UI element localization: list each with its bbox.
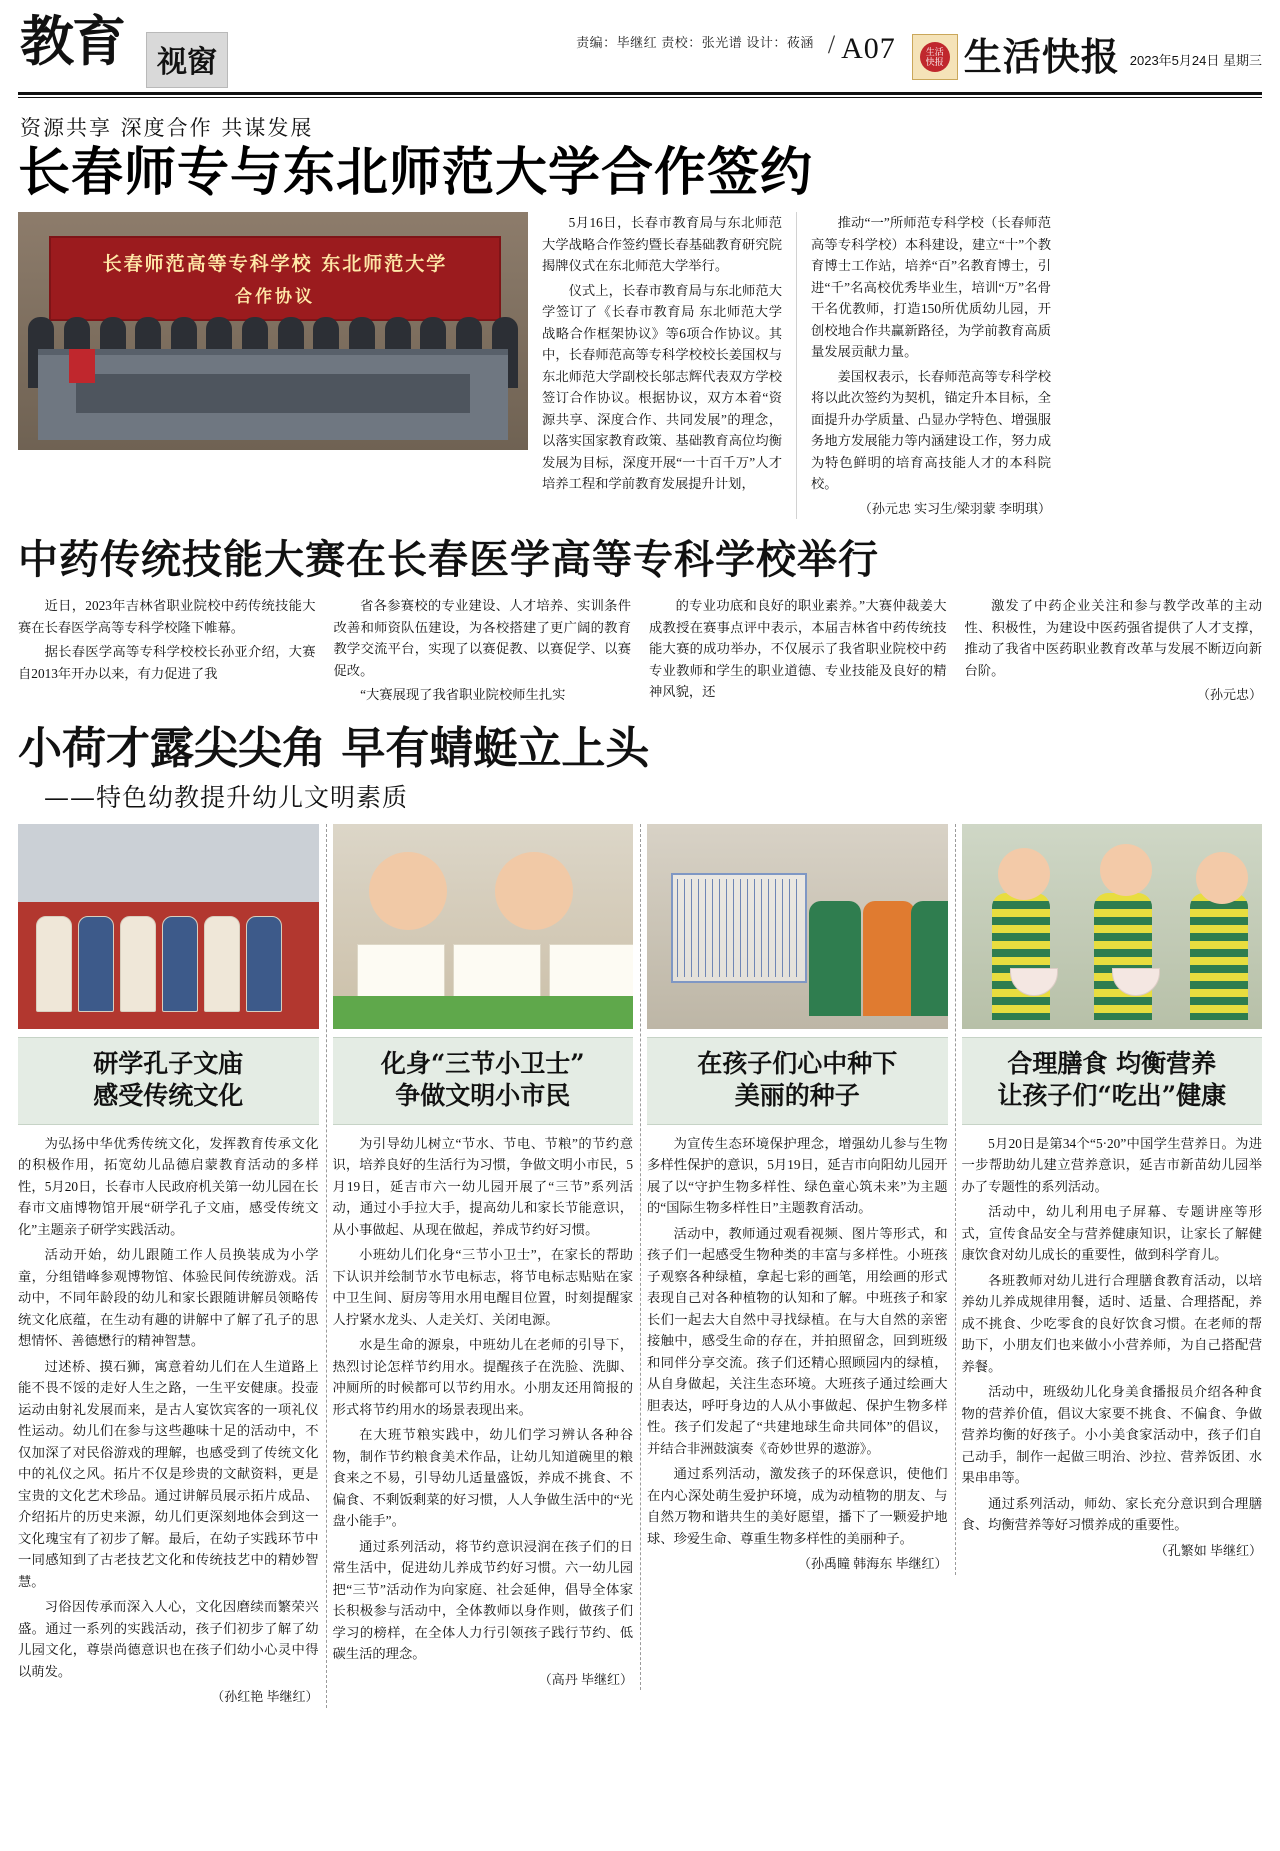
paragraph: 省各参赛校的专业建设、人才培养、实训条件改善和师资队伍建设，为各校搭建了更广阔的教育教学交流平台，实现了以赛促教、以赛促学、以赛促改。	[333, 598, 631, 678]
paragraph: 水是生命的源泉，中班幼儿在老师的引导下，热烈讨论怎样节约用水。提醒孩子在洗脸、洗脚、冲厕所的时候都可以节约用水。小朋友还用简报的形式将节约用水的场景表现出来。	[332, 1337, 633, 1417]
story3-card-4	[962, 824, 1263, 1562]
story2-signature: （孙元忠）	[1196, 687, 1262, 702]
paragraph: 的专业功底和良好的职业素养。”大赛仲裁姜大成教授在赛事点评中表示，本届吉林省中药传统技能大赛的成功举办，不仅展示了我省职业院校中药专业教师和学生的职业道德、专业技能及良好的精神风貌，还	[649, 598, 947, 699]
section-logo-sub: 视窗	[146, 32, 228, 88]
story1-column-2	[811, 212, 1051, 519]
photo-banner-line1: 长春师范高等专科学校 东北师范大学	[102, 253, 448, 276]
story2-headline: 中药传统技能大赛在长春医学高等专科学校举行	[18, 536, 879, 583]
editor-credits: 责编：毕继红 责校：张光谱 设计：莜涵	[576, 35, 814, 50]
brand-logo-icon	[912, 34, 958, 80]
card-body	[962, 1133, 1263, 1562]
paragraph: 通过系列活动，师幼、家长充分意识到合理膳食、均衡营养等好习惯养成的重要性。	[961, 1495, 1262, 1532]
signing-ceremony-photo	[18, 212, 528, 450]
paragraph: 5月16日，长春市教育局与东北师范大学战略合作签约暨长春基础教育研究院揭牌仪式在东北师范大学举行。	[542, 215, 782, 273]
card-signature: （孔繁如 毕继红）	[1154, 1542, 1262, 1558]
page-number: A07	[841, 32, 896, 65]
paragraph: 仪式上，长春市教育局与东北师范大学签订了《长春市教育局 东北师范大学战略合作框架协议》等6项合作协议。其中，长春师范高等专科学校校长姜国权与东北师范大学副校长邬志辉代表双方学校签订合作协议。根据协议，双方本着“资源共享、深度合作、共同发展”的理念，以落实国家教育政策、基础教育高位均衡发展为目标，深度开展“一十百千万”人才培养工程和学前教育发展提升计划，	[542, 282, 782, 491]
confucius-temple-study-photo	[18, 824, 319, 1029]
masthead-rule-thin	[18, 97, 1262, 98]
paragraph: 活动中，班级幼儿化身美食播报员介绍各种食物的营养价值，倡议大家要不挑食、不偏食、争做营养均衡的好孩子。小小美食家活动中，孩子们自己动手，制作一起做三明治、沙拉、营养饭团、水果串串等。	[961, 1384, 1262, 1485]
photo-banner-line2: 合作协议	[234, 287, 315, 308]
section-logo	[18, 10, 268, 80]
card-title-line2: 争做文明小市民	[395, 1080, 571, 1110]
story3-card-1	[18, 824, 319, 1708]
card-signature: （高丹 毕继红）	[538, 1671, 633, 1687]
card-title	[962, 1037, 1263, 1125]
masthead-right	[268, 10, 1262, 80]
section-logo-main: 教育	[20, 9, 124, 73]
brand-disc-icon: 生活 快报	[920, 42, 950, 72]
paragraph: 小班幼儿们化身“三节小卫士”，在家长的帮助下认识并绘制节水节电标志，将节电标志贴贴在家中卫生间、厨房等用水用电醒目位置，时刻提醒家人拧紧水龙头、人走关灯、关闭电源。	[332, 1247, 633, 1327]
little-guardian-activity-photo	[333, 824, 634, 1029]
masthead-rule-thick	[18, 92, 1262, 95]
story2-column-4	[965, 595, 1263, 706]
card-title-line1: 化身“三节小卫士”	[380, 1048, 585, 1078]
story1-kicker: 资源共享 深度合作 共谋发展	[20, 116, 314, 140]
story1-layout	[18, 212, 1262, 519]
paragraph: 习俗因传承而深入人心，文化因磨续而繁荣兴盛。通过一系列的实践活动，孩子们初步了解了幼儿园文化，尊崇尚德意识也在孩子们幼小心灵中得以萌发。	[18, 1599, 319, 1679]
paragraph: 活动中，幼儿利用电子屏幕、专题讲座等形式，宣传食品安全与营养健康知识，让家长了解健康饮食对幼儿成长的重要性，做到科学育儿。	[961, 1204, 1262, 1262]
slash-divider: /	[827, 30, 836, 59]
masthead	[0, 0, 1280, 92]
card-title-line1: 研学孔子文庙	[93, 1048, 244, 1078]
story2-column-2	[334, 595, 632, 706]
card-body	[333, 1133, 634, 1691]
card-divider	[326, 824, 327, 1708]
card-divider	[640, 824, 641, 1691]
card-title-line1: 在孩子们心中种下	[697, 1048, 898, 1078]
story2-columns	[18, 595, 1262, 706]
paragraph: 为引导幼儿树立“节水、节电、节粮”的节约意识，培养良好的生活行为习惯，争做文明小市民，5月19日，延吉市六一幼儿园开展了“三节”系列活动，通过小手拉大手，提高幼儿和家长节能意识，从小事做起、从现在做起，养成节约好习惯。	[332, 1135, 633, 1237]
paragraph: 为宣传生态环境保护理念，增强幼儿参与生物多样性保护的意识，5月19日，延吉市向阳幼儿园开展了以“守护生物多样性、绿色童心筑未来”为主题的“国际生物多样性日”主题教育活动。	[647, 1135, 948, 1215]
biodiversity-day-activity-photo	[647, 824, 948, 1029]
photo-table	[38, 349, 507, 441]
paragraph: 在大班节粮实践中，幼儿们学习辨认各种谷物，制作节约粮食美术作品，让幼儿知道碗里的粮食来之不易，引导幼儿适量盛饭，养成不挑食、不偏食、不剩饭剩菜的好习惯，人人争做生活中的“光盘小能手”。	[332, 1427, 633, 1528]
card-body	[18, 1133, 319, 1708]
paragraph: 姜国权表示，长春师范高等专科学校将以此次签约为契机，锚定升本目标，全面提升办学质量、凸显办学特色、增强服务地方发展能力等内涵建设工作，努力成为特色鲜明的培育高技能人才的本科院校。	[811, 368, 1051, 491]
card-title-line2: 让孩子们“吃出”健康	[997, 1080, 1227, 1110]
paragraph: 通过系列活动，将节约意识浸润在孩子们的日常生活中，促进幼儿养成节约好习惯。六一幼儿园把“三节”活动作为向家庭、社会延伸，倡导全体家长积极参与活动中，全体教师以身作则，做孩子们学习的榜样，在全体人力行引领孩子践行节约、低碳生活的理念。	[332, 1538, 633, 1661]
page-body	[0, 112, 1280, 1708]
column-divider	[796, 212, 797, 519]
story1-signature: （孙元忠 实习生/梁羽蒙 李明琪）	[858, 500, 1051, 516]
newspaper-brand	[912, 32, 1120, 80]
paragraph: 5月20日是第34个“5·20”中国学生营养日。为进一步帮助幼儿建立营养意识，延吉市新苗幼儿园举办了专题性的系列活动。	[961, 1135, 1262, 1194]
paragraph: 激发了中药企业关注和参与教学改革的主动性、积极性，为建设中医药强省提供了人才支撑，推动了我省中医药职业教育改革与发展不断迈向新台阶。	[964, 598, 1262, 678]
story2-column-1	[18, 595, 316, 706]
paragraph: 活动中，教师通过观看视频、图片等形式，和孩子们一起感受生物种类的丰富与多样性。小班孩子观察各种绿植，拿起七彩的画笔，用绘画的形式表现自己对各种植物的认知和了解。中班孩子和家长们一起去大自然中寻找绿植。在与大自然的亲密接触中，感受生命的存在，并拍照留念，回到班级和同伴分享交流。孩子们还精心照顾园内的绿植，从自身做起，关注生态环境。大班孩子通过绘画大胆表达，呼吁身边的人从小事做起、保护生物多样性。孩子们发起了“共建地球生命共同体”的倡议，并结合非洲鼓演奏《奇妙世界的遨游》。	[647, 1225, 948, 1456]
story3-subhead: ——特色幼教提升幼儿文明素质	[44, 782, 409, 812]
story1-headline: 长春师专与东北师范大学合作签约	[18, 142, 814, 203]
story1-columns	[542, 212, 1262, 519]
paragraph: 通过系列活动，激发孩子的环保意识，使他们在内心深处萌生爱护环境，成为动植物的朋友、与自然万物和谐共生的美好愿望，播下了一颗爱护地球、珍爱生命、尊重生物多样性的美丽种子。	[647, 1466, 948, 1546]
card-title-line2: 美丽的种子	[734, 1080, 860, 1110]
card-signature: （孙红艳 毕继红）	[211, 1689, 319, 1704]
balanced-nutrition-activity-photo	[962, 824, 1263, 1029]
brand-name: 生活快报	[963, 34, 1120, 79]
paragraph: 各班教师对幼儿进行合理膳食教育活动，以培养幼儿养成规律用餐，适时、适量、合理搭配，养成不挑食、少吃零食的良好饮食习惯。在老师的帮助下，小朋友们也来做小小营养师，为自己搭配营养餐。	[961, 1272, 1262, 1374]
story1-column-1	[542, 212, 782, 519]
paragraph: 近日，2023年吉林省职业院校中药传统技能大赛在长春医学高等专科学校隆下帷幕。	[18, 598, 316, 635]
card-divider	[955, 824, 956, 1575]
card-title-line2: 感受传统文化	[93, 1080, 244, 1110]
card-title	[18, 1037, 319, 1125]
card-title-line1: 合理膳食 均衡营养	[1007, 1048, 1217, 1078]
story3-cards	[18, 824, 1262, 1708]
paragraph: 活动开始，幼儿跟随工作人员换装成为小学童，分组错峰参观博物馆、体验民间传统游戏。活动中，不同年龄段的幼儿和家长跟随讲解员领略传统文化底蕴，在生动有趣的讲解中了解了孔子的思想情怀、善德懋行的精神智慧。	[18, 1247, 319, 1348]
paragraph: 据长春医学高等专科学校校长孙亚介绍，大赛自2013年开办以来，有力促进了我	[18, 644, 316, 681]
story2-column-3	[649, 595, 947, 706]
card-title	[647, 1037, 948, 1125]
card-title	[333, 1037, 634, 1125]
paragraph: 为弘扬中华优秀传统文化，发挥教育传承文化的积极作用，拓宽幼儿品德启蒙教育活动的多样性，5月20日，长春市人民政府机关第一幼儿园在长春市文庙博物馆开展“研学孔子文庙，感受传统文化”主题亲子研学实践活动。	[18, 1135, 319, 1237]
card-body	[647, 1133, 948, 1575]
paragraph: “大赛展现了我省职业院校师生扎实	[360, 687, 566, 702]
photo-flag	[69, 349, 95, 383]
story3-headline: 小荷才露尖尖角 早有蜻蜓立上头	[18, 722, 650, 774]
paragraph: 过述桥、摸石狮，寓意着幼儿们在人生道路上能不畏不馁的走好人生之路，一生平安健康。投壶运动由射礼发展而来，是古人宴饮宾客的一项礼仪性运动。幼儿们在参与这些趣味十足的活动中，不仅加深了对民俗游戏的理解，也感受到了传统文化中的礼仪之风。拓片不仅是珍贵的文献资料，更是宝贵的文化艺术珍品。通过讲解员展示拓片成品、介绍拓片的历史来源，幼儿们更深刻地体会到这一文化瑰宝有了初步了解。最后，在幼子实践环节中一同感知到了古老技艺文化和传统技艺中的精妙智慧。	[18, 1358, 319, 1589]
publication-date: 2023年5月24日 星期三	[1129, 53, 1262, 68]
story3-card-3	[647, 824, 948, 1575]
card-signature: （孙禹瞳 韩海东 毕继红）	[797, 1556, 948, 1571]
story3-card-2	[333, 824, 634, 1691]
paragraph: 推动“一”所师范专科学校（长春师范高等专科学校）本科建设，建立“十”个教育博士工作站，培养“百”名教育博士，引进“千”名高校优秀毕业生，培训“万”名骨干名优教师，打造150所优质幼儿园，开创校地合作共赢新路径，为学前教育高质量发展贡献力量。	[811, 215, 1051, 359]
